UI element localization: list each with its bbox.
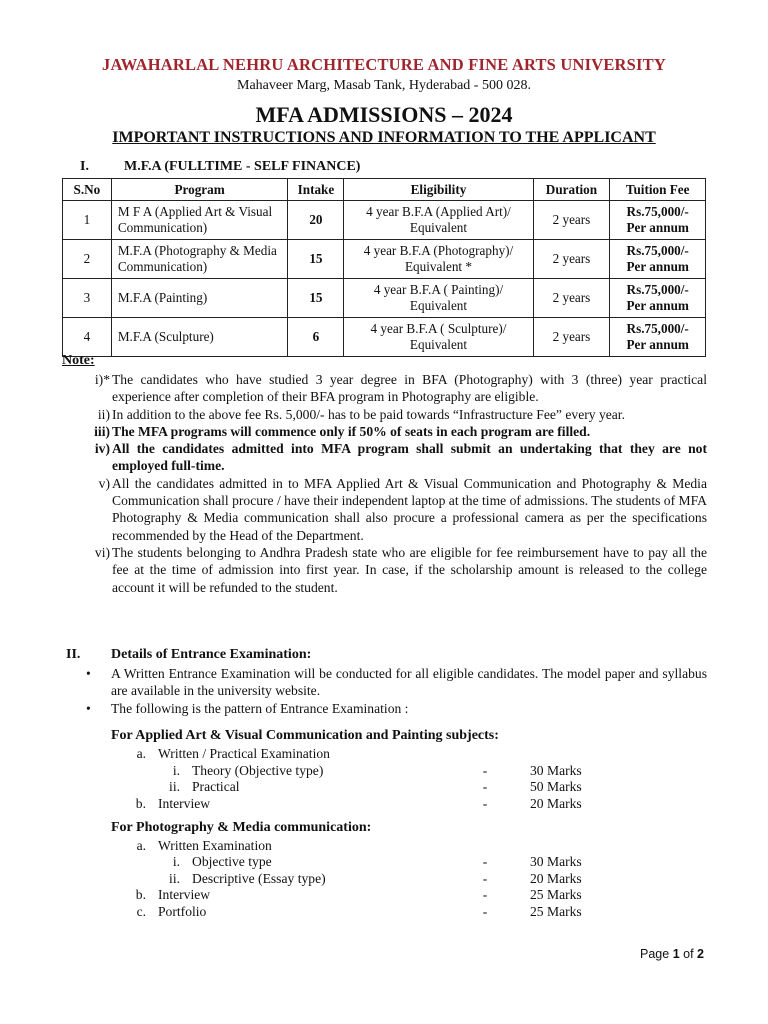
item-marker: ii. — [169, 871, 180, 886]
item-label: Theory (Objective type) — [192, 763, 324, 778]
item-marker: i. — [172, 763, 180, 778]
note-heading: Note: — [62, 353, 95, 368]
cell-duration: 2 years — [533, 201, 610, 240]
item-label: Objective type — [192, 854, 272, 869]
item-dash: - — [482, 779, 488, 794]
university-address: Mahaveer Marg, Masab Tank, Hyderabad - 500 028. — [237, 78, 531, 93]
fee-period: Per annum — [626, 259, 689, 274]
item-dash: - — [482, 904, 488, 919]
university-name: JAWAHARLAL NEHRU ARCHITECTURE AND FINE ARTS UNIVERSITY — [102, 55, 666, 74]
note-marker: i)* — [94, 372, 110, 387]
item-marker: ii. — [169, 779, 180, 794]
note-item — [62, 544, 707, 596]
cell-sno: 4 — [63, 318, 112, 357]
cell-program: M F A (Applied Art & Visual Communication) — [111, 201, 288, 240]
document-title: MFA ADMISSIONS – 2024 — [255, 102, 513, 127]
note-marker: iv) — [94, 441, 110, 457]
subtitle-text: IMPORTANT INSTRUCTIONS AND INFORMATION TO THE APPLICANT — [112, 129, 656, 146]
cell-sno: 1 — [63, 201, 112, 240]
item-marker: c. — [136, 904, 146, 919]
section-2-title: Details of Entrance Examination: — [111, 647, 312, 662]
section-1-number: I. — [80, 159, 89, 174]
notes-list — [62, 371, 707, 596]
exam-group-2-heading: For Photography & Media communication: — [111, 820, 372, 835]
table-header-row — [63, 179, 706, 201]
note-marker: iii) — [94, 423, 110, 439]
item-marks: 25 Marks — [530, 904, 582, 919]
cell-tuition-fee — [610, 279, 706, 318]
fee-amount: Rs.75,000/- — [626, 282, 689, 297]
note-text: In addition to the above fee Rs. 5,000/- has to be paid towards “Infrastructure Fee” every year. — [112, 406, 625, 422]
column-header-program: Program — [111, 179, 288, 201]
fee-amount: Rs.75,000/- — [626, 204, 689, 219]
page-number — [640, 947, 704, 961]
fee-amount: Rs.75,000/- — [626, 243, 689, 258]
item-label: Interview — [158, 887, 211, 902]
item-dash: - — [482, 871, 488, 886]
table-row — [63, 201, 706, 240]
cell-intake: 15 — [288, 279, 344, 318]
cell-duration: 2 years — [533, 318, 610, 357]
cell-eligibility: 4 year B.F.A (Applied Art)/ Equivalent — [344, 201, 533, 240]
cell-intake: 6 — [288, 318, 344, 357]
cell-eligibility: 4 year B.F.A ( Sculpture)/ Equivalent — [344, 318, 533, 357]
program-table — [62, 178, 706, 357]
note-marker: ii) — [97, 406, 110, 422]
note-text: All the candidates admitted in to MFA Applied Art & Visual Communication and Photography & Media Communication shall procure / have their independent laptop at the time of admissions. The students of MFA Photography & Media communication shall also procure a professional camera as per the specifications recommended by the Head of the Department. — [112, 475, 707, 543]
column-header-intake: Intake — [288, 179, 344, 201]
note-item — [62, 475, 707, 544]
item-label: Practical — [192, 779, 240, 794]
item-marks: 20 Marks — [530, 871, 582, 886]
note-text: The MFA programs will commence only if 50% of seats in each program are filled. — [112, 423, 591, 439]
item-marker: a. — [136, 838, 146, 853]
item-dash: - — [482, 796, 488, 811]
fee-period: Per annum — [626, 337, 689, 352]
fee-period: Per annum — [626, 298, 689, 313]
table-row — [63, 279, 706, 318]
item-label: Written / Practical Examination — [158, 746, 330, 761]
item-marks: 30 Marks — [530, 854, 582, 869]
page-current: 1 — [672, 947, 680, 961]
page-total: 2 — [697, 947, 704, 961]
column-header-duration: Duration — [533, 179, 610, 201]
cell-tuition-fee — [610, 201, 706, 240]
note-marker: vi) — [94, 544, 110, 560]
cell-eligibility: 4 year B.F.A (Photography)/ Equivalent * — [344, 240, 533, 279]
item-marker: i. — [172, 854, 180, 869]
note-item — [62, 423, 707, 440]
table-row — [63, 318, 706, 357]
item-marks: 25 Marks — [530, 887, 582, 902]
item-dash: - — [482, 854, 488, 869]
cell-intake: 15 — [288, 240, 344, 279]
item-marks: 30 Marks — [530, 763, 582, 778]
section-2-number: II. — [66, 647, 81, 662]
bullet-text: A Written Entrance Examination will be conducted for all eligible candidates. The model paper and syllabus are available in the university website. — [111, 666, 707, 699]
column-header-tuition-fee: Tuition Fee — [610, 179, 706, 201]
bullet-item — [84, 700, 707, 717]
column-header-sno: S.No — [63, 179, 112, 201]
cell-eligibility: 4 year B.F.A ( Painting)/ Equivalent — [344, 279, 533, 318]
item-label: Portfolio — [158, 904, 207, 919]
note-text: All the candidates admitted into MFA program shall submit an undertaking that they are not employed full-time. — [112, 441, 707, 474]
document-subtitle — [0, 129, 768, 147]
bullet-text: The following is the pattern of Entrance Examination : — [111, 700, 409, 716]
section-2-heading — [66, 647, 311, 663]
cell-sno: 3 — [63, 279, 112, 318]
bullet-icon: • — [86, 666, 91, 681]
note-item — [62, 371, 707, 406]
note-item — [62, 406, 707, 423]
cell-duration: 2 years — [533, 279, 610, 318]
item-marker: a. — [136, 746, 146, 761]
bullet-icon: • — [86, 700, 91, 716]
note-marker: v) — [98, 475, 110, 491]
section-1-heading — [80, 159, 360, 175]
item-label: Written Examination — [158, 838, 272, 853]
cell-tuition-fee — [610, 240, 706, 279]
item-marks: 50 Marks — [530, 779, 582, 794]
note-text: The students belonging to Andhra Pradesh state who are eligible for fee reimbursement have to pay all the fee at the time of admission into first year. In case, if the scholarship amount is released to the college account it will be refunded to the student. — [112, 544, 707, 595]
fee-amount: Rs.75,000/- — [626, 321, 689, 336]
fee-period: Per annum — [626, 220, 689, 235]
cell-tuition-fee — [610, 318, 706, 357]
column-header-eligibility: Eligibility — [344, 179, 533, 201]
page-word: Page — [640, 947, 670, 961]
item-label: Descriptive (Essay type) — [192, 871, 326, 886]
cell-program: M.F.A (Painting) — [111, 279, 288, 318]
bullet-item — [84, 665, 707, 700]
note-item — [62, 440, 707, 475]
cell-duration: 2 years — [533, 240, 610, 279]
item-marks: 20 Marks — [530, 796, 582, 811]
section-1-title: M.F.A (FULLTIME - SELF FINANCE) — [124, 159, 361, 174]
item-label: Interview — [158, 796, 211, 811]
cell-sno: 2 — [63, 240, 112, 279]
item-marker: b. — [135, 796, 146, 811]
cell-intake: 20 — [288, 201, 344, 240]
item-dash: - — [482, 887, 488, 902]
cell-program: M.F.A (Sculpture) — [111, 318, 288, 357]
cell-program: M.F.A (Photography & Media Communication) — [111, 240, 288, 279]
table-row — [63, 240, 706, 279]
item-dash: - — [482, 763, 488, 778]
note-text: The candidates who have studied 3 year degree in BFA (Photography) with 3 (three) year practical experience after completion of their BFA program in Photography are eligible. — [112, 372, 707, 405]
page-of: of — [683, 947, 694, 961]
entrance-bullets — [84, 665, 707, 717]
exam-group-1-heading: For Applied Art & Visual Communication and Painting subjects: — [111, 728, 499, 743]
item-marker: b. — [135, 887, 146, 902]
